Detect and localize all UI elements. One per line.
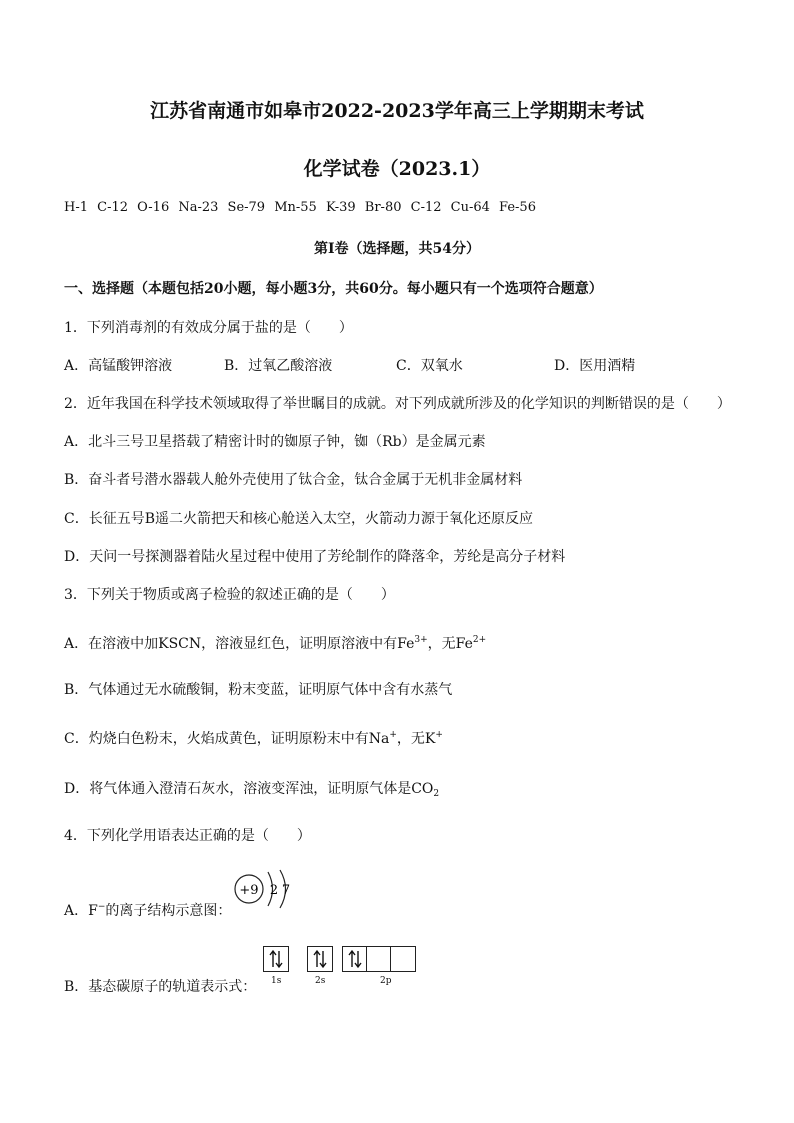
q1-option-c: C．双氧水 — [396, 358, 463, 374]
q1-option-d: D．医用酒精 — [554, 358, 636, 374]
q3-a-text: A．在溶液中加KSCN，溶液显红色，证明原溶液中有Fe — [64, 636, 415, 652]
q4-a-sup: − — [97, 902, 106, 912]
q2-option-a: A．北斗三号卫星搭载了精密计时的铷原子钟，铷（Rb）是金属元素 — [64, 434, 486, 450]
orbital-box-empty — [367, 947, 391, 971]
orbital-label-2p: 2p — [380, 976, 392, 986]
shell-2-electrons: 7 — [281, 883, 291, 898]
question-1-options — [64, 355, 764, 375]
nucleus-charge: +9 — [239, 883, 259, 898]
q3-c-sup1: + — [389, 730, 397, 740]
orbital-2p — [342, 946, 416, 972]
section-heading: 第Ⅰ卷（选择题，共54分） — [313, 241, 481, 257]
q2-option-c: C．长征五号B遥二火箭把天和核心舱送入太空，火箭动力源于氧化还原反应 — [64, 511, 533, 527]
q3-d-sub: 2 — [433, 789, 440, 799]
exam-subtitle: 化学试卷（2023.1） — [303, 158, 491, 180]
question-2-stem: 2．近年我国在科学技术领域取得了举世瞩目的成就。对下列成就所涉及的化学知识的判断错误的是（ ） — [64, 396, 731, 412]
orbital-1s — [263, 946, 289, 972]
spin-pair-icon — [308, 947, 332, 971]
q3-option-b: B．气体通过无水硫酸铜，粉末变蓝，证明原气体中含有水蒸气 — [64, 682, 453, 698]
question-3-stem: 3．下列关于物质或离子检验的叙述正确的是（ ） — [64, 587, 395, 603]
q4-a-post: 的离子结构示意图： — [105, 903, 232, 919]
q3-c-mid: ，无K — [396, 731, 436, 747]
q3-a-sup1: 3+ — [414, 635, 428, 645]
orbital-2s — [307, 946, 333, 972]
spin-pair-icon — [264, 947, 288, 971]
shell-1-electrons: 2 — [269, 883, 279, 898]
q3-c-text: C．灼烧白色粉末，火焰成黄色，证明原粉末中有Na — [64, 731, 390, 747]
orbital-box — [264, 947, 288, 971]
part-heading: 一、选择题（本题包括20小题，每小题3分，共60分。每小题只有一个选项符合题意） — [64, 281, 603, 297]
q3-option-c — [64, 728, 443, 748]
q3-c-sup2: + — [435, 730, 443, 740]
orbital-box — [343, 947, 367, 971]
q4-option-b: B．基态碳原子的轨道表示式： — [64, 979, 257, 995]
orbital-label-1s: 1s — [271, 976, 282, 986]
q2-option-d: D．天问一号探测器着陆火星过程中使用了芳纶制作的降落伞，芳纶是高分子材料 — [64, 549, 566, 565]
question-4-stem: 4．下列化学用语表达正确的是（ ） — [64, 828, 311, 844]
orbital-box — [308, 947, 332, 971]
fluoride-ion-diagram — [230, 864, 300, 914]
exam-title: 江苏省南通市如皋市2022-2023学年高三上学期期末考试 — [150, 100, 644, 122]
q3-d-text: D．将气体通入澄清石灰水，溶液变浑浊，证明原气体是CO — [64, 781, 434, 797]
q2-option-b: B．奋斗者号潜水器载人舱外壳使用了钛合金，钛合金属于无机非金属材料 — [64, 472, 523, 488]
orbital-box-empty — [391, 947, 415, 971]
q3-option-d — [64, 778, 439, 799]
question-1-stem: 1．下列消毒剂的有效成分属于盐的是（ ） — [64, 320, 353, 336]
atomic-masses: H-1 C-12 O-16 Na-23 Se-79 Mn-55 K-39 Br-80 C-12 Cu-64 Fe-56 — [64, 200, 536, 215]
q4-a-text: A．F — [64, 903, 98, 919]
q1-option-b: B．过氧乙酸溶液 — [224, 358, 333, 374]
spin-pair-icon — [343, 947, 367, 971]
q3-a-sup2: 2+ — [472, 635, 487, 645]
q4-option-a — [64, 900, 231, 920]
q3-a-mid: ，无Fe — [427, 636, 473, 652]
q3-option-a — [64, 633, 486, 653]
q1-option-a: A．高锰酸钾溶液 — [64, 358, 173, 374]
orbital-label-2s: 2s — [315, 976, 326, 986]
